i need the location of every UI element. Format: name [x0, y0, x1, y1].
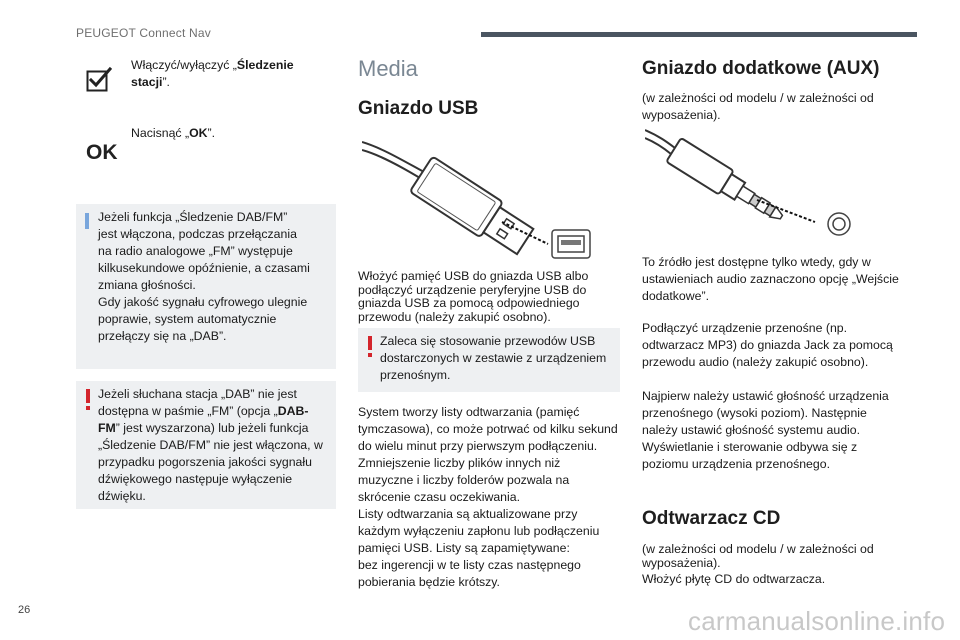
info-line: Gdy jakość sygnału cyfrowego ulegnie [98, 295, 308, 309]
info-line: kilkusekundowe opóźnienie, a czasami [98, 261, 310, 275]
aux-p2-line: Podłączyć urządzenie przenośne (np. [642, 321, 848, 335]
info-line: na radio analogowe „FM” występuje [98, 244, 293, 258]
aux-p3-line: Wyświetlanie i sterowanie odbywa się z [642, 440, 858, 454]
usb-plug-illustration [362, 138, 594, 260]
aux-p3-line: poziomu urządzenia przenośnego. [642, 457, 830, 471]
warning-line: przypadku pogorszenia jakości sygnału [98, 455, 312, 469]
info-marker-icon [85, 213, 89, 229]
step-ok-suffix: ”. [207, 126, 216, 140]
aux-p3-line: Najpierw należy ustawić głośność urządzenia [642, 389, 889, 403]
warning-note-box [76, 381, 336, 509]
aux-p2-line: odtwarzacz MP3) do gniazda Jack za pomocą [642, 338, 893, 352]
info-line: zmiana głośności. [98, 278, 196, 292]
playlist-line: bez ingerencji w te listy czas następnego [358, 558, 581, 572]
warning-line: dźwiękowego następuje wyłączenie [98, 472, 293, 486]
step-toggle-bold: Śledzenie stacji [131, 58, 294, 89]
aux-avail-line: (w zależności od modelu / w zależności od [642, 91, 874, 105]
usb-line: Włożyć pamięć USB do gniazda USB albo [358, 269, 589, 283]
warning-line-bold: FM [98, 421, 116, 435]
aux-p1-line: ustawieniach audio zaznaczono opcję „Wejście [642, 272, 899, 286]
ok-button-icon: OK [86, 141, 118, 164]
checkbox-check-icon [86, 66, 112, 92]
playlist-line: tymczasowa), co może potrwać od kilku sekund [358, 422, 618, 436]
playlist-line: skrócenie czasu oczekiwania. [358, 490, 520, 504]
playlist-line: Zmniejszenie liczby plików innych niż [358, 456, 561, 470]
playlist-line: pamięci USB. Listy są zapamiętywane: [358, 541, 570, 555]
step-toggle-prefix: Włączyć/wyłączyć „ [131, 58, 237, 72]
usb-line: gniazda USB za pomocą odpowiedniego [358, 296, 580, 310]
usb-line: przewodu (należy zakupić osobno). [358, 309, 551, 324]
warning-line [98, 420, 328, 437]
usb-warning-line: Zaleca się stosowanie przewodów USB [380, 334, 596, 348]
playlist-line: Listy odtwarzania są aktualizowane przy [358, 507, 578, 521]
step-ok-prefix: Nacisnąć „ [131, 126, 190, 140]
aux-paragraph-1 [642, 254, 922, 305]
step-toggle-suffix: ”. [162, 75, 170, 89]
warning-line: dźwięku. [98, 489, 146, 503]
playlist-line: do wielu minut przy pierwszym podłączeniu. [358, 439, 598, 453]
jack-plug-illustration [645, 128, 853, 238]
header-title: PEUGEOT Connect Nav [76, 26, 211, 40]
warning-line-part: ” jest wyszarzona) lub jeżeli funkcja [115, 421, 309, 435]
cd-avail-line: wyposażenia). [642, 556, 721, 570]
aux-paragraph-3 [642, 388, 922, 473]
usb-warning-text [380, 333, 610, 384]
cd-avail-line: (w zależności od modelu / w zależności od [642, 542, 874, 556]
aux-p1-line: To źródło jest dostępne tylko wtedy, gdy w [642, 255, 871, 269]
info-line: jest włączona, podczas przełączania [98, 227, 297, 241]
warning-line: „Śledzenie DAB/FM” nie jest włączona, w [98, 438, 323, 452]
usb-warning-line: przenośnym. [380, 368, 451, 382]
aux-p3-line: przenośnego (wysoki poziom). Następnie [642, 406, 867, 420]
section-title-media: Media [358, 56, 418, 81]
playlist-line: każdym wyłączeniu zapłonu lub podłączeniu [358, 524, 600, 538]
aux-availability-text [642, 90, 912, 124]
usb-warning-box [358, 328, 620, 392]
usb-instruction-text [358, 270, 620, 324]
playlist-line: muzyczne i liczby folderów pozwala na [358, 473, 570, 487]
aux-p2-line: przewodu audio (należy zakupić osobno). [642, 355, 869, 369]
usb-line: podłączyć urządzenie peryferyjne USB do [358, 282, 587, 297]
aux-avail-line: wyposażenia). [642, 108, 721, 122]
cd-section-title: Odtwarzacz CD [642, 508, 781, 529]
warning-line [98, 403, 328, 420]
warning-line-bold: DAB- [277, 404, 309, 418]
step-ok-text [131, 125, 321, 142]
step-ok-bold: OK [189, 126, 208, 140]
warning-exclamation-icon [84, 389, 92, 411]
info-line: Jeżeli funkcja „Śledzenie DAB/FM” [98, 210, 288, 224]
footer-watermark: carmanualsonline.info [688, 606, 946, 636]
playlist-line: pobierania będzie krótszy. [358, 575, 500, 589]
playlist-text [358, 404, 628, 591]
info-line: poprawie, system automatycznie [98, 312, 277, 326]
warning-note-text [98, 386, 328, 505]
aux-p1-line: dodatkowe”. [642, 289, 709, 303]
aux-section-title: Gniazdo dodatkowe (AUX) [642, 58, 880, 79]
page-number: 26 [18, 604, 31, 616]
aux-paragraph-2 [642, 320, 922, 371]
playlist-line: System tworzy listy odtwarzania (pamięć [358, 405, 580, 419]
warning-line-part: dostępna w paśmie „FM” (opcja „ [98, 404, 278, 418]
warning-exclamation-icon [366, 336, 374, 358]
aux-p3-line: należy ustawić głośność systemu audio. [642, 423, 861, 437]
header-bar [481, 32, 917, 37]
cd-insert-text: Włożyć płytę CD do odtwarzacza. [642, 572, 826, 586]
info-note-text [98, 209, 328, 345]
step-toggle-text [131, 57, 321, 91]
cd-availability-text [642, 542, 922, 570]
usb-warning-line: dostarczonych w zestawie z urządzeniem [380, 351, 607, 365]
usb-section-title: Gniazdo USB [358, 98, 479, 119]
info-note-box [76, 204, 336, 369]
warning-line: Jeżeli słuchana stacja „DAB” nie jest [98, 387, 297, 401]
info-line: przełączy się na „DAB”. [98, 329, 227, 343]
